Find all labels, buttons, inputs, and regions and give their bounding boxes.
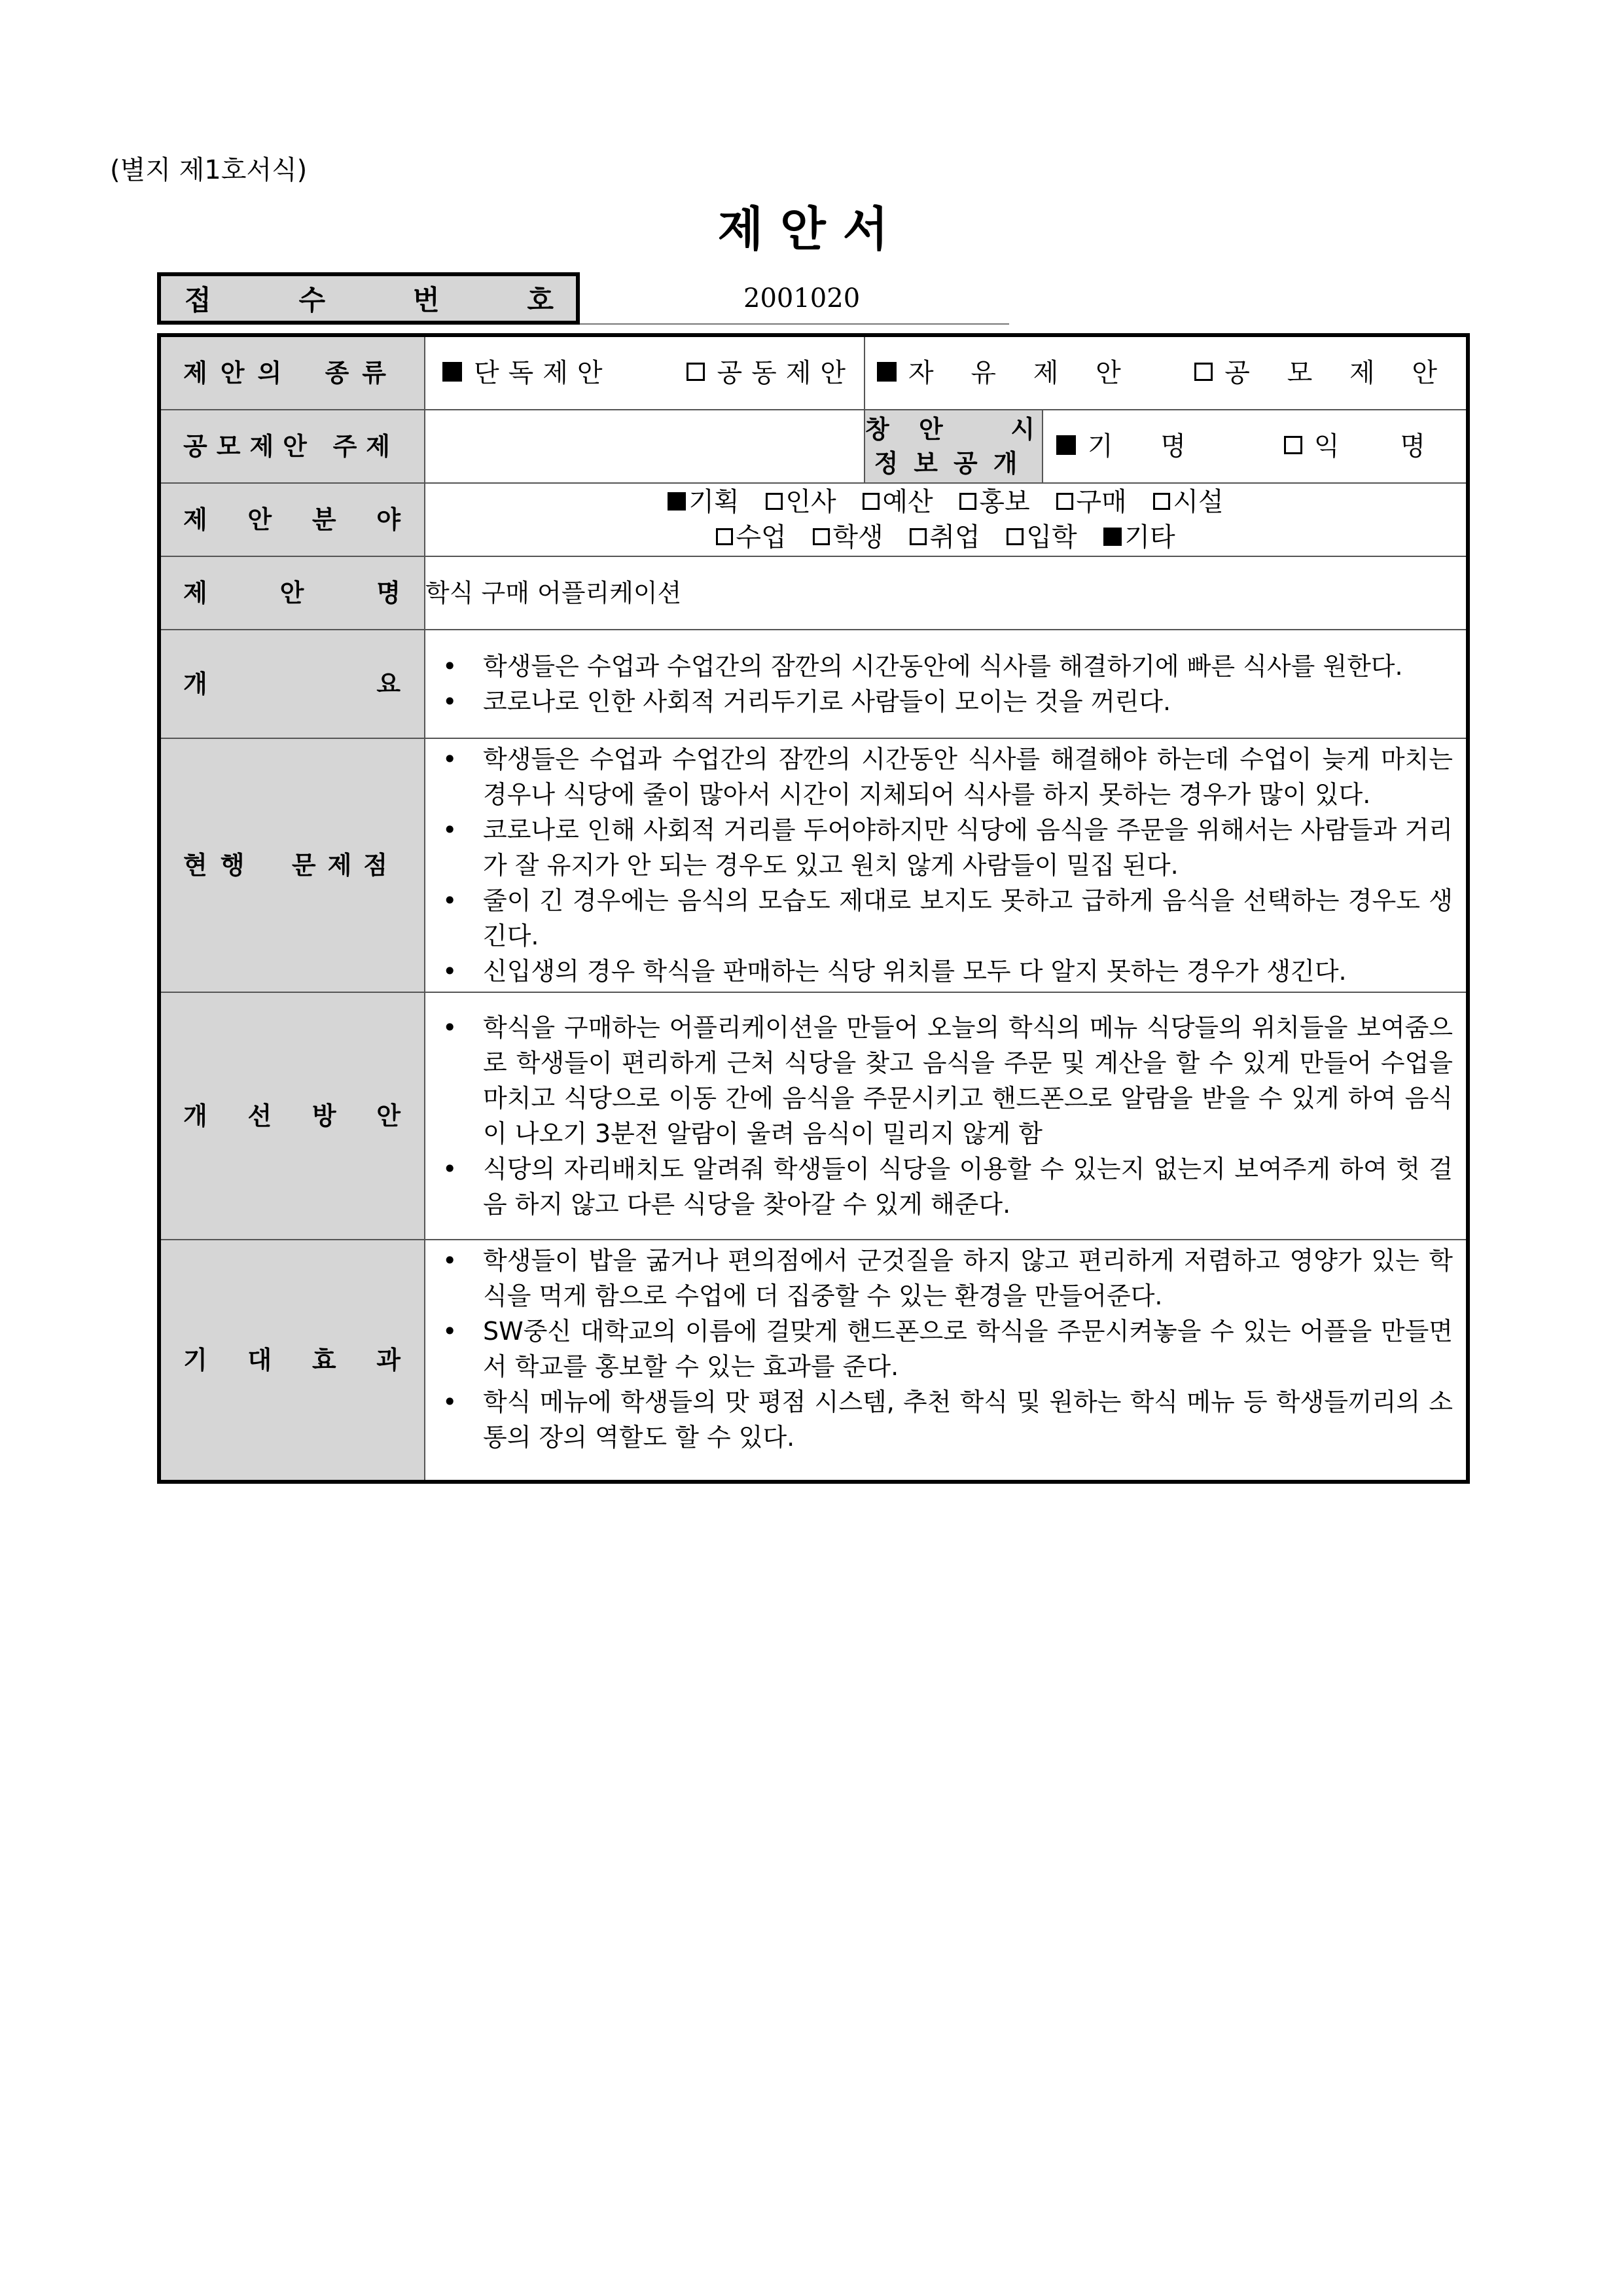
unchecked-box-icon: [910, 528, 927, 545]
label-char: 제: [183, 579, 207, 607]
improvement-plan-content: [425, 992, 1468, 1240]
overview-label: [159, 630, 425, 738]
improvement-plan-row: [159, 992, 1468, 1240]
unchecked-box-icon: [959, 493, 976, 510]
disclosure-label: [865, 410, 1046, 483]
label-char: 명: [376, 579, 401, 607]
option-label: 기타: [1124, 522, 1175, 552]
field-option-student[interactable]: [813, 522, 883, 552]
bullet-item: • 식당의 자리배치도 알려줘 학생들이 식당을 이용할 수 있는지 없는지 보여주게 하여 헛 걸음 하지 않고 다른 식당을 찾아갈 수 있게 해준다.: [425, 1151, 1453, 1222]
receipt-label-char: 접: [185, 284, 211, 316]
label-char: 종: [325, 359, 363, 387]
current-problems-row: [159, 738, 1468, 992]
field-option-facility[interactable]: [1153, 487, 1223, 517]
field-option-employment[interactable]: [910, 522, 980, 552]
label-char: 의: [257, 359, 295, 387]
option-label: 공동제안: [717, 358, 855, 388]
field-option-class[interactable]: [716, 522, 786, 552]
proposal-name-value[interactable]: 학식 구매 어플리케이션: [425, 556, 1468, 630]
label-char: 분: [312, 505, 336, 534]
bullet-item: • 코로나로 인한 사회적 거리두기로 사람들이 모이는 것을 꺼린다.: [425, 684, 1453, 719]
option-label: 학생: [832, 522, 883, 552]
unchecked-box-icon: [1153, 493, 1170, 510]
label-char: 과: [376, 1346, 401, 1374]
label-char: 제: [366, 432, 399, 461]
label-char: 요: [376, 670, 401, 698]
proposal-field-label: [159, 483, 425, 556]
receipt-label-char: 번: [412, 284, 440, 316]
field-options-line-2: [425, 520, 1466, 555]
bullet-item: • 신입생의 경우 학식을 판매하는 식당 위치를 모두 다 알지 못하는 경우가 생긴다.: [425, 954, 1453, 989]
label-char: 야: [376, 505, 401, 534]
checked-box-icon: [1056, 435, 1076, 455]
expected-effects-content: [425, 1240, 1468, 1482]
label-char: 제: [249, 432, 283, 461]
disclosure-options: [1043, 410, 1468, 483]
checked-box-icon: [877, 362, 897, 382]
option-label: 기 명: [1088, 431, 1205, 461]
label-char: 제: [183, 359, 221, 387]
proposal-name-row: [159, 556, 1468, 630]
proposal-kind-options: [865, 335, 1468, 410]
unchecked-box-icon: [813, 528, 830, 545]
receipt-label-char: 수: [298, 284, 326, 316]
label-char: 행: [220, 851, 258, 880]
bullet-item: • 학생들은 수업과 수업간의 잠깐의 시간동안에 식사를 해결하기에 빠른 식사를 원한다.: [425, 649, 1453, 684]
option-label: 단독제안: [474, 358, 612, 388]
field-options-line-1: [425, 484, 1466, 520]
proposal-name-label: [159, 556, 425, 630]
option-label: 예산: [882, 487, 933, 517]
overview-content: [425, 630, 1468, 738]
label-char: 문: [291, 851, 328, 880]
label-char: 안: [283, 432, 316, 461]
bullet-item: • 학생들은 수업과 수업간의 잠깐의 시간동안 식사를 해결해야 하는데 수업이 늦게 마치는 경우나 식당에 줄이 많아서 시간이 지체되어 식사를 하지 못하는 경우가 많이 있다.: [425, 742, 1453, 812]
label-char: 모: [216, 432, 250, 461]
contest-theme-row: [159, 410, 1468, 483]
option-joint-proposal[interactable]: [687, 355, 855, 391]
label-char: 선: [247, 1102, 272, 1130]
unchecked-box-icon: [1007, 528, 1024, 545]
field-option-admission[interactable]: [1007, 522, 1077, 552]
receipt-number-label: [157, 272, 580, 325]
bullet-item: • 줄이 긴 경우에는 음식의 모습도 제대로 보지도 못하고 급하게 음식을 선택하는 경우도 생긴다.: [425, 883, 1453, 954]
label-char: 대: [247, 1346, 272, 1374]
unchecked-box-icon: [1284, 436, 1302, 454]
unchecked-box-icon: [716, 528, 733, 545]
overview-row: [159, 630, 1468, 738]
label-char: 안: [376, 1102, 401, 1130]
receipt-label-char: 호: [527, 284, 554, 316]
improvement-plan-label: [159, 992, 425, 1240]
current-problems-content: [425, 738, 1468, 992]
option-label: 수업: [736, 522, 787, 552]
checked-box-icon: [442, 362, 462, 382]
proposal-field-options: [425, 483, 1468, 556]
field-option-purchase[interactable]: [1056, 487, 1126, 517]
option-named[interactable]: [1056, 429, 1205, 464]
option-label: 자 유 제 안: [908, 358, 1135, 388]
proposal-type-row: [159, 335, 1468, 410]
option-label: 구매: [1076, 487, 1127, 517]
receipt-number-value: 2001020: [580, 272, 1009, 325]
label-char: 점: [363, 851, 399, 880]
label-char: 안: [279, 579, 304, 607]
proposal-type-options: [425, 335, 865, 410]
proposal-field-row: [159, 483, 1468, 556]
bullet-item: • 학식 메뉴에 학생들의 맛 평점 시스템, 추천 학식 및 원하는 학식 메뉴 등 학생들끼리의 소통의 장의 역할도 할 수 있다.: [425, 1384, 1453, 1455]
option-label: 공 모 제 안: [1224, 358, 1452, 388]
option-free-proposal[interactable]: [877, 355, 1135, 391]
label-char: 방: [312, 1102, 336, 1130]
label-char: 주: [332, 432, 366, 461]
bullet-item: • 코로나로 인해 사회적 거리를 두어야하지만 식당에 음식을 주문을 위해서는 사람들과 거리가 잘 유지가 안 되는 경우도 있고 원치 않게 사람들이 밀집 된다.: [425, 812, 1453, 883]
option-label: 인사: [785, 487, 836, 517]
current-problems-label: [159, 738, 425, 992]
expected-effects-row: [159, 1240, 1468, 1482]
bullet-item: • SW중신 대학교의 이름에 걸맞게 핸드폰으로 학식을 주문시켜놓을 수 있는 어플을 만들면서 학교를 홍보할 수 있는 효과를 준다.: [425, 1314, 1453, 1384]
field-option-pr[interactable]: [959, 487, 1029, 517]
option-label: 시설: [1173, 487, 1224, 517]
proposal-form-table: [157, 333, 1470, 1484]
field-option-hr[interactable]: [766, 487, 836, 517]
proposal-type-label: [159, 335, 425, 410]
disclosure-label-line2: 정보공개: [874, 449, 1033, 478]
field-option-planning[interactable]: [668, 487, 739, 517]
label-char: 류: [362, 359, 399, 387]
checked-box-icon: [1103, 528, 1122, 546]
option-label: 홍보: [979, 487, 1030, 517]
document-title: 제안서: [717, 202, 906, 257]
option-label: 취업: [929, 522, 980, 552]
label-char: 공: [183, 432, 217, 461]
label-char: 제: [327, 851, 364, 880]
unchecked-box-icon: [863, 493, 880, 510]
field-option-budget[interactable]: [863, 487, 933, 517]
option-solo-proposal[interactable]: [442, 355, 612, 391]
checked-box-icon: [668, 492, 686, 511]
disclosure-label-line1: 창 안 시: [865, 415, 1046, 444]
expected-effects-label: [159, 1240, 425, 1482]
unchecked-box-icon: [687, 363, 705, 381]
option-label: 기획: [688, 487, 740, 517]
option-label: 입학: [1026, 522, 1077, 552]
option-anonymous[interactable]: [1284, 429, 1452, 464]
field-option-other[interactable]: [1103, 522, 1175, 552]
label-char: 안: [220, 359, 258, 387]
label-char: 현: [183, 851, 221, 880]
label-char: 개: [183, 670, 207, 698]
contest-theme-label: [159, 410, 425, 483]
contest-theme-value[interactable]: [425, 410, 865, 483]
unchecked-box-icon: [1056, 493, 1073, 510]
label-char: 기: [183, 1346, 207, 1374]
label-char: 제: [183, 505, 207, 534]
option-contest-proposal[interactable]: [1194, 355, 1452, 391]
label-char: 효: [312, 1346, 336, 1374]
unchecked-box-icon: [1194, 363, 1213, 381]
bullet-item: • 학식을 구매하는 어플리케이션을 만들어 오늘의 학식의 메뉴 식당들의 위치들을 보여줌으로 학생들이 편리하게 근처 식당을 찾고 음식을 주문 및 계산을 할 수 있게 만들어 수업을 마치고 식당으로 이동 간에 음식을 주문시키고 핸드폰으로 알람을 받을 수 있게 하여 음식이 나오기 3분전 알람이 울려 음식이 밀리지 않게 함: [425, 1010, 1453, 1151]
unchecked-box-icon: [766, 493, 783, 510]
label-char: 개: [183, 1102, 207, 1130]
bullet-item: • 학생들이 밥을 굶거나 편의점에서 군것질을 하지 않고 편리하게 저렴하고 영양가 있는 학식을 먹게 함으로 수업에 더 집중할 수 있는 환경을 만들어준다.: [425, 1243, 1453, 1314]
label-char: 안: [247, 505, 272, 534]
form-number-label: (별지 제1호서식): [110, 155, 308, 185]
receipt-number-box: [157, 272, 861, 325]
option-label: 익 명: [1314, 431, 1452, 461]
